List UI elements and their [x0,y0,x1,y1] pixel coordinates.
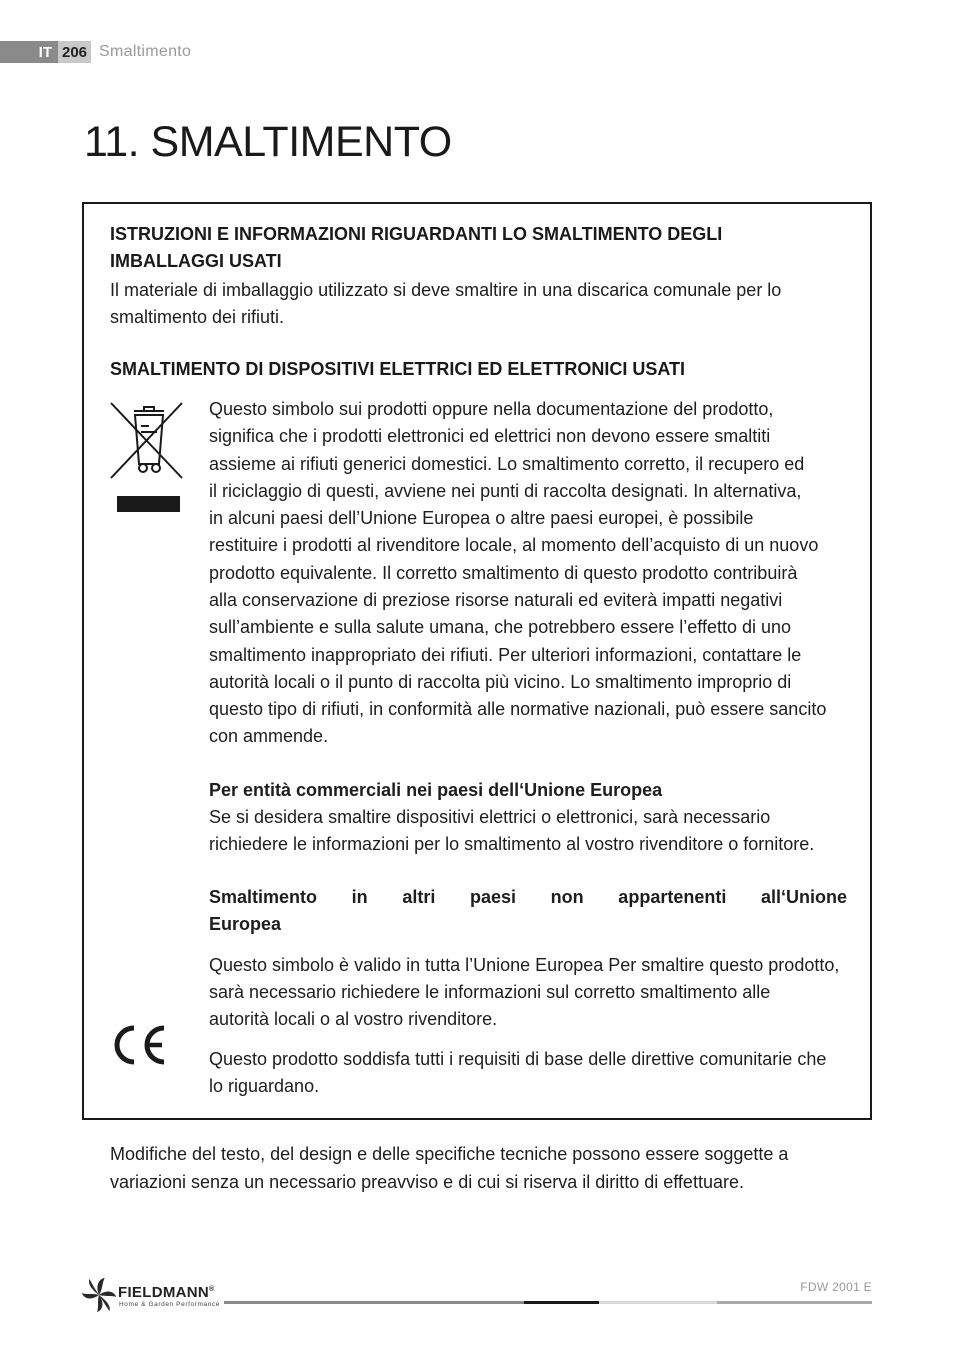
fieldmann-fan-logo-icon [80,1276,118,1314]
ce-mark-icon [108,1022,170,1068]
footer-bar-mid [717,1301,872,1304]
packaging-heading: ISTRUZIONI E INFORMAZIONI RIGUARDANTI LO SMALTIMENTO DEGLI IMBALLAGGI USATI [110,224,723,271]
weee-line-12: questo tipo di rifiuti, in conformità alle normative nazionali, può essere sancito [209,699,827,719]
note-line-1: Modifiche del testo, del design e delle specifiche tecniche possono essere soggette a [110,1144,789,1164]
weee-line-10: smaltimento inappropriato dei rifiuti. Per ulteriori informazioni, contattare le [209,645,802,665]
non-eu-line-2: sarà necessario richiedere le informazioni sul corretto smaltimento alle [209,982,771,1002]
ce-line-2: lo riguardano. [209,1076,320,1096]
packaging-line-2: smaltimento dei rifiuti. [110,307,285,327]
page-title: 11. SMALTIMENTO [84,118,452,166]
weee-line-11: autorità locali o il punto di raccolta più vicino. Lo smaltimento improprio di [209,672,792,692]
ce-line-1: Questo prodotto soddisfa tutti i requisiti di base delle direttive comunitarie che [209,1049,827,1069]
weee-line-4: il riciclaggio di questi, avviene nei punti di raccolta designati. In alternativa, [209,481,802,501]
weee-line-6: restituire i prodotti al rivenditore locale, al momento dell’acquisto di un nuovo [209,535,819,555]
weee-line-3: assieme ai rifiuti generici domestici. Lo smaltimento corretto, il recupero ed [209,454,805,474]
weee-line-5: in alcuni paesi dell’Unione Europea o altre paesi europei, è possibile [209,508,754,528]
footer-bar-light [599,1301,717,1304]
eu-business-heading: Per entità commerciali nei paesi dell‘Unione Europea [209,780,663,800]
language-tag: IT [0,41,58,63]
section-name: Smaltimento [99,43,192,60]
weee-heading: SMALTIMENTO DI DISPOSITIVI ELETTRICI ED ELETTRONICI USATI [110,359,686,379]
footer-bar-black [524,1301,599,1304]
weee-line-1: Questo simbolo sui prodotti oppure nella documentazione del prodotto, [209,399,774,419]
weee-line-9: sull’ambiente e sulla salute umana, che potrebbero essere l’effetto di uno [209,617,792,637]
model-number: FDW 2001 E [800,1280,872,1294]
brand-tagline: Home & Garden Performance [119,1301,220,1308]
page-header [0,41,191,63]
eu-business-line-2: richiedere le informazioni per lo smaltimento al vostro rivenditore o fornitore. [209,834,815,854]
brand-name: FIELDMANN® [118,1284,215,1301]
weee-line-13: con ammende. [209,726,329,746]
non-eu-line-3: autorità locali o al vostro rivenditore. [209,1009,498,1029]
non-eu-heading-line-2: Europea [209,914,282,934]
note-line-2: variazioni senza un necessario preavviso e di cui si riserva il diritto di effettuare. [110,1172,744,1192]
weee-line-8: alla conservazione di preziose risorse naturali ed eviterà impatti negativi [209,590,783,610]
footer-bar-grey [224,1301,524,1304]
eu-business-line-1: Se si desidera smaltire dispositivi elettrici o elettronici, sarà necessario [209,807,771,827]
non-eu-line-1: Questo simbolo è valido in tutta l’Unione Europea Per smaltire questo prodotto, [209,955,840,975]
packaging-line-1: Il materiale di imballaggio utilizzato si deve smaltire in una discarica comunale per lo [110,280,782,300]
weee-line-7: prodotto equivalente. Il corretto smaltimento di questo prodotto contribuirà [209,563,798,583]
weee-line-2: significa che i prodotti elettronici ed elettrici non devono essere smaltiti [209,426,771,446]
crossed-out-wheelie-bin-icon [108,398,188,518]
non-eu-heading-line-1: Smaltimento in altri paesi non appartenenti all‘Unione [209,887,847,907]
page-number: 206 [58,41,91,63]
